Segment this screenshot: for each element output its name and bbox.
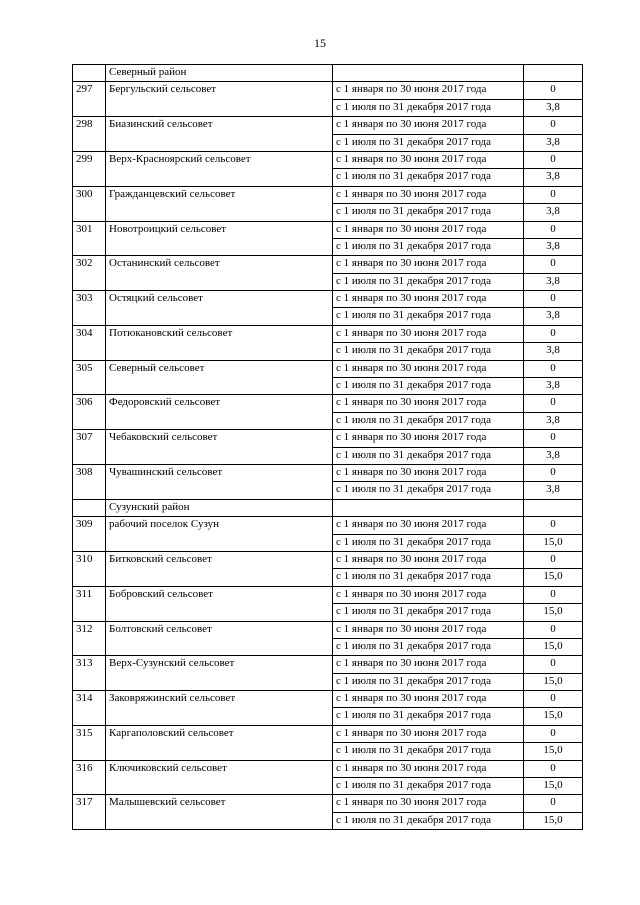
period-text: с 1 июля по 31 декабря 2017 года — [333, 204, 524, 221]
period-text: с 1 января по 30 июня 2017 года — [333, 656, 524, 673]
table-row — [73, 151, 583, 168]
period-text: с 1 января по 30 июня 2017 года — [333, 186, 524, 203]
rate-value: 0 — [524, 656, 583, 673]
municipality-name: Потюкановский сельсовет — [106, 325, 333, 360]
region-name: Северный район — [106, 65, 333, 82]
municipality-name: Малышевский сельсовет — [106, 795, 333, 830]
period-text: с 1 июля по 31 декабря 2017 года — [333, 743, 524, 760]
period-text: с 1 июля по 31 декабря 2017 года — [333, 134, 524, 151]
region-period-cell — [333, 65, 524, 82]
period-text: с 1 июля по 31 декабря 2017 года — [333, 708, 524, 725]
municipality-name: рабочий поселок Сузун — [106, 517, 333, 552]
rate-value: 15,0 — [524, 534, 583, 551]
rate-value: 0 — [524, 795, 583, 812]
period-text: с 1 июля по 31 декабря 2017 года — [333, 482, 524, 499]
period-text: с 1 января по 30 июня 2017 года — [333, 691, 524, 708]
rate-value: 3,8 — [524, 134, 583, 151]
municipality-name: Северный сельсовет — [106, 360, 333, 395]
rate-value: 3,8 — [524, 204, 583, 221]
rate-value: 0 — [524, 464, 583, 481]
rate-value: 3,8 — [524, 169, 583, 186]
table-row — [73, 291, 583, 308]
municipality-name: Останинский сельсовет — [106, 256, 333, 291]
rate-value: 0 — [524, 221, 583, 238]
period-text: с 1 июля по 31 декабря 2017 года — [333, 604, 524, 621]
table-row — [73, 82, 583, 99]
rate-value: 3,8 — [524, 238, 583, 255]
period-text: с 1 июля по 31 декабря 2017 года — [333, 308, 524, 325]
municipality-name: Верх-Красноярский сельсовет — [106, 151, 333, 186]
row-number: 317 — [73, 795, 106, 830]
row-number: 314 — [73, 691, 106, 726]
period-text: с 1 июля по 31 декабря 2017 года — [333, 673, 524, 690]
page-number: 15 — [314, 36, 326, 50]
rate-value: 3,8 — [524, 447, 583, 464]
rate-value: 0 — [524, 517, 583, 534]
municipality-name: Федоровский сельсовет — [106, 395, 333, 430]
period-text: с 1 января по 30 июня 2017 года — [333, 395, 524, 412]
tax-rate-table — [72, 64, 583, 830]
municipality-name: Бергульский сельсовет — [106, 82, 333, 117]
row-number: 297 — [73, 82, 106, 117]
row-number: 300 — [73, 186, 106, 221]
rate-value: 15,0 — [524, 812, 583, 829]
rate-value: 0 — [524, 430, 583, 447]
municipality-name: Чувашинский сельсовет — [106, 464, 333, 499]
rate-value: 0 — [524, 186, 583, 203]
rate-value: 3,8 — [524, 378, 583, 395]
rate-value: 0 — [524, 621, 583, 638]
rate-value: 0 — [524, 291, 583, 308]
rate-value: 0 — [524, 725, 583, 742]
table-body — [73, 65, 583, 830]
region-value-cell — [524, 65, 583, 82]
table-row — [73, 464, 583, 481]
period-text: с 1 января по 30 июня 2017 года — [333, 586, 524, 603]
rate-value: 3,8 — [524, 99, 583, 116]
municipality-name: Чебаковский сельсовет — [106, 430, 333, 465]
period-text: с 1 июля по 31 декабря 2017 года — [333, 778, 524, 795]
period-text: с 1 января по 30 июня 2017 года — [333, 151, 524, 168]
municipality-name: Новотроицкий сельсовет — [106, 221, 333, 256]
rate-value: 0 — [524, 760, 583, 777]
period-text: с 1 января по 30 июня 2017 года — [333, 291, 524, 308]
municipality-name: Верх-Сузунский сельсовет — [106, 656, 333, 691]
rate-value: 15,0 — [524, 569, 583, 586]
row-number: 299 — [73, 151, 106, 186]
row-number: 301 — [73, 221, 106, 256]
rate-value: 15,0 — [524, 778, 583, 795]
table-row — [73, 656, 583, 673]
row-number: 306 — [73, 395, 106, 430]
rate-value: 15,0 — [524, 673, 583, 690]
period-text: с 1 июля по 31 декабря 2017 года — [333, 534, 524, 551]
row-number: 304 — [73, 325, 106, 360]
region-header-row — [73, 65, 583, 82]
period-text: с 1 января по 30 июня 2017 года — [333, 82, 524, 99]
region-number-cell — [73, 65, 106, 82]
rate-value: 0 — [524, 325, 583, 342]
row-number: 310 — [73, 551, 106, 586]
period-text: с 1 января по 30 июня 2017 года — [333, 517, 524, 534]
period-text: с 1 января по 30 июня 2017 года — [333, 256, 524, 273]
table-row — [73, 186, 583, 203]
period-text: с 1 января по 30 июня 2017 года — [333, 325, 524, 342]
rate-value: 0 — [524, 117, 583, 134]
rate-value: 3,8 — [524, 308, 583, 325]
row-number: 311 — [73, 586, 106, 621]
municipality-name: Биазинский сельсовет — [106, 117, 333, 152]
region-header-row — [73, 499, 583, 516]
period-text: с 1 июля по 31 декабря 2017 года — [333, 812, 524, 829]
period-text: с 1 июля по 31 декабря 2017 года — [333, 412, 524, 429]
row-number: 302 — [73, 256, 106, 291]
rate-value: 3,8 — [524, 412, 583, 429]
rate-value: 0 — [524, 551, 583, 568]
rate-value: 3,8 — [524, 343, 583, 360]
rate-value: 15,0 — [524, 743, 583, 760]
table-row — [73, 325, 583, 342]
period-text: с 1 января по 30 июня 2017 года — [333, 760, 524, 777]
municipality-name: Гражданцевский сельсовет — [106, 186, 333, 221]
period-text: с 1 января по 30 июня 2017 года — [333, 795, 524, 812]
period-text: с 1 июля по 31 декабря 2017 года — [333, 638, 524, 655]
rate-value: 0 — [524, 256, 583, 273]
municipality-name: Остяцкий сельсовет — [106, 291, 333, 326]
period-text: с 1 июля по 31 декабря 2017 года — [333, 99, 524, 116]
period-text: с 1 января по 30 июня 2017 года — [333, 464, 524, 481]
municipality-name: Болтовский сельсовет — [106, 621, 333, 656]
period-text: с 1 января по 30 июня 2017 года — [333, 430, 524, 447]
table-row — [73, 395, 583, 412]
table-row — [73, 430, 583, 447]
table-row — [73, 621, 583, 638]
municipality-name: Бобровский сельсовет — [106, 586, 333, 621]
table-row — [73, 691, 583, 708]
rate-value: 3,8 — [524, 482, 583, 499]
period-text: с 1 января по 30 июня 2017 года — [333, 221, 524, 238]
period-text: с 1 января по 30 июня 2017 года — [333, 551, 524, 568]
period-text: с 1 июля по 31 декабря 2017 года — [333, 273, 524, 290]
table-row — [73, 221, 583, 238]
period-text: с 1 января по 30 июня 2017 года — [333, 360, 524, 377]
table-row — [73, 760, 583, 777]
row-number: 312 — [73, 621, 106, 656]
municipality-name: Битковский сельсовет — [106, 551, 333, 586]
period-text: с 1 января по 30 июня 2017 года — [333, 725, 524, 742]
table-row — [73, 256, 583, 273]
rate-value: 0 — [524, 360, 583, 377]
rate-value: 0 — [524, 82, 583, 99]
region-name: Сузунский район — [106, 499, 333, 516]
row-number: 316 — [73, 760, 106, 795]
rate-value: 0 — [524, 395, 583, 412]
rate-value: 0 — [524, 586, 583, 603]
period-text: с 1 июля по 31 декабря 2017 года — [333, 238, 524, 255]
table-row — [73, 117, 583, 134]
rate-value: 0 — [524, 151, 583, 168]
table-row — [73, 551, 583, 568]
rate-value: 15,0 — [524, 708, 583, 725]
rate-value: 15,0 — [524, 638, 583, 655]
region-number-cell — [73, 499, 106, 516]
period-text: с 1 января по 30 июня 2017 года — [333, 621, 524, 638]
table-row — [73, 360, 583, 377]
municipality-name: Ключиковский сельсовет — [106, 760, 333, 795]
row-number: 305 — [73, 360, 106, 395]
row-number: 298 — [73, 117, 106, 152]
row-number: 309 — [73, 517, 106, 552]
period-text: с 1 июля по 31 декабря 2017 года — [333, 378, 524, 395]
table-row — [73, 586, 583, 603]
rate-value: 0 — [524, 691, 583, 708]
row-number: 307 — [73, 430, 106, 465]
row-number: 313 — [73, 656, 106, 691]
municipality-name: Заковряжинский сельсовет — [106, 691, 333, 726]
period-text: с 1 июля по 31 декабря 2017 года — [333, 569, 524, 586]
row-number: 315 — [73, 725, 106, 760]
period-text: с 1 июля по 31 декабря 2017 года — [333, 447, 524, 464]
row-number: 303 — [73, 291, 106, 326]
table-row — [73, 795, 583, 812]
region-value-cell — [524, 499, 583, 516]
rate-value: 15,0 — [524, 604, 583, 621]
period-text: с 1 января по 30 июня 2017 года — [333, 117, 524, 134]
municipality-name: Каргаполовский сельсовет — [106, 725, 333, 760]
period-text: с 1 июля по 31 декабря 2017 года — [333, 169, 524, 186]
period-text: с 1 июля по 31 декабря 2017 года — [333, 343, 524, 360]
table-row — [73, 517, 583, 534]
table-row — [73, 725, 583, 742]
row-number: 308 — [73, 464, 106, 499]
region-period-cell — [333, 499, 524, 516]
rate-value: 3,8 — [524, 273, 583, 290]
